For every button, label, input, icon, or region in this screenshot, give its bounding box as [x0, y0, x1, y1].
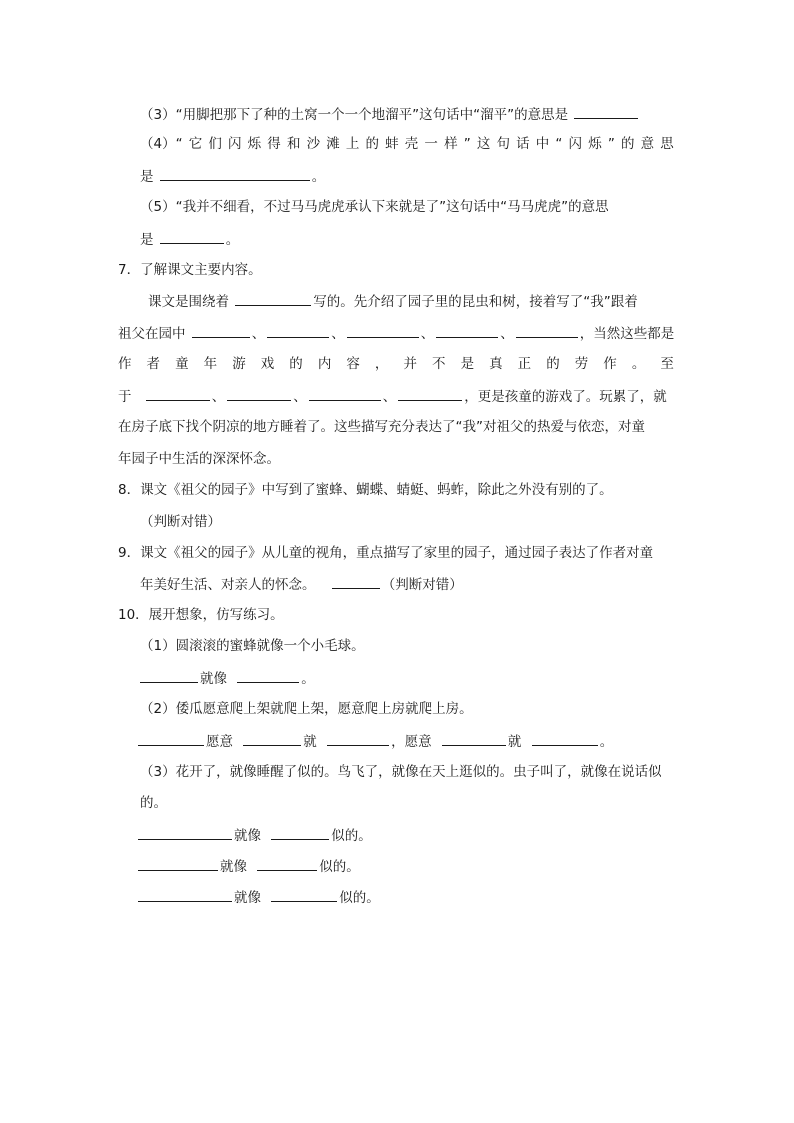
spread-char: 真	[489, 356, 503, 372]
q7-line3	[118, 354, 674, 374]
q10-item1-answer: 就像 。	[140, 668, 315, 689]
q10-title: 10．展开想象，仿写练习。	[118, 607, 284, 623]
answer-blank[interactable]	[436, 323, 498, 338]
spread-char: 的	[546, 356, 560, 372]
spread-char: “	[555, 136, 563, 152]
spread-char: 的	[289, 356, 303, 372]
spread-char: 容	[346, 356, 360, 372]
answer-blank[interactable]	[332, 574, 380, 589]
answer-blank[interactable]	[398, 386, 462, 401]
spread-char: 劳	[574, 356, 589, 372]
spread-char: 戏	[260, 356, 275, 372]
spread-char: 蚌	[385, 136, 399, 152]
q10-item3-answer1: 就像 似的。	[138, 825, 372, 846]
answer-blank[interactable]	[347, 323, 419, 338]
spread-char: 和	[286, 136, 301, 152]
answer-blank[interactable]	[267, 323, 329, 338]
spread-char: ”	[607, 136, 615, 152]
spread-char: 们	[208, 136, 222, 152]
spread-char: 年	[203, 356, 218, 372]
q6-item5-cont: 是 。	[140, 229, 239, 250]
spread-char: 中	[535, 136, 550, 152]
spread-char: 闪	[568, 136, 583, 152]
spread-char: 至	[660, 356, 674, 372]
q7-line5: 在房子底下找个阴凉的地方睡着了。这些描写充分表达了“我”对祖父的热爱与依恋，对童	[118, 419, 645, 435]
spread-char: 这	[476, 136, 491, 152]
spread-char: 上	[345, 136, 360, 152]
spread-char: 句	[496, 136, 510, 152]
q7-title: 7．了解课文主要内容。	[118, 262, 262, 278]
q7-line2: 祖父在园中 、 、 、 、 ，当然这些都是	[118, 323, 674, 344]
answer-blank[interactable]	[271, 825, 329, 840]
spread-char: 它	[188, 136, 203, 152]
answer-blank[interactable]	[442, 731, 506, 746]
answer-blank[interactable]	[327, 731, 389, 746]
answer-blank[interactable]	[235, 291, 311, 306]
q10-item3-answer2: 就像 似的。	[138, 856, 360, 877]
q6-item5: （5）“我并不细看，不过马马虎虎承认下来就是了”这句话中“马马虎虎”的意思	[140, 199, 609, 215]
spread-char: 得	[267, 136, 281, 152]
spread-char: 的	[620, 136, 635, 152]
spread-char: 闪	[228, 136, 242, 152]
spread-char: ”	[463, 136, 471, 152]
spread-char: 的	[365, 136, 379, 152]
answer-blank[interactable]	[138, 856, 218, 871]
spread-char: 。	[631, 356, 646, 372]
answer-blank[interactable]	[516, 323, 578, 338]
answer-blank[interactable]	[138, 825, 232, 840]
spread-char: 游	[232, 356, 246, 372]
answer-blank[interactable]	[227, 386, 291, 401]
spread-char: 不	[432, 356, 446, 372]
answer-blank[interactable]	[257, 856, 317, 871]
q7-line1: 课文是围绕着 写的。先介绍了园子里的昆虫和树，接着写了“我”跟着	[148, 291, 638, 312]
answer-blank[interactable]	[237, 668, 299, 683]
answer-blank[interactable]	[140, 668, 198, 683]
spread-char: 一	[424, 136, 438, 152]
spread-char: 沙	[306, 136, 321, 152]
q9-line1: 9．课文《祖父的园子》从儿童的视角，重点描写了家里的园子，通过园子表达了作者对童	[118, 545, 654, 561]
spread-char: 并	[403, 356, 417, 372]
answer-blank[interactable]	[309, 386, 381, 401]
q8-line2: （判断对错）	[140, 514, 221, 530]
spread-char: 烁	[247, 136, 262, 152]
q7-line6: 年园子中生活的深深怀念。	[118, 451, 280, 467]
q10-item3: （3）花开了，就像睡醒了似的。鸟飞了，就像在天上逛似的。虫子叫了，就像在说话似	[140, 764, 662, 780]
answer-blank[interactable]	[243, 731, 301, 746]
answer-blank[interactable]	[532, 731, 598, 746]
spread-char: 烁	[588, 136, 602, 152]
spread-char: 思	[660, 136, 674, 152]
q9-line2: 年美好生活、对亲人的怀念。 （判断对错）	[140, 574, 463, 595]
spread-char: 话	[516, 136, 530, 152]
spread-char: 作	[118, 356, 132, 372]
q6-item3: （3）“用脚把那下了种的土窝一个一个地溜平”这句话中“溜平”的意思是	[140, 104, 640, 125]
spread-char: 内	[317, 356, 332, 372]
spread-char: 者	[146, 356, 161, 372]
spread-char: 意	[640, 136, 655, 152]
spread-char: 作	[603, 356, 617, 372]
answer-blank[interactable]	[192, 323, 250, 338]
answer-blank[interactable]	[574, 104, 638, 119]
q7-line4: 于 、 、 、 ，更是孩童的游戏了。玩累了，就	[118, 386, 667, 407]
q10-item1: （1）圆滚滚的蜜蜂就像一个小毛球。	[140, 638, 365, 654]
answer-blank[interactable]	[160, 166, 310, 181]
answer-blank[interactable]	[138, 887, 232, 902]
spread-char: 是	[460, 356, 475, 372]
answer-blank[interactable]	[146, 386, 210, 401]
q6-item4	[140, 134, 674, 154]
q10-item3-answer3: 就像 似的。	[138, 887, 380, 908]
spread-char: 正	[517, 356, 532, 372]
q10-item2-answer: 愿意 就 ，愿意 就 。	[138, 731, 613, 752]
answer-blank[interactable]	[271, 887, 337, 902]
q10-item2: （2）倭瓜愿意爬上架就爬上架，愿意爬上房就爬上房。	[140, 701, 473, 717]
q10-item3-cont: 的。	[140, 795, 167, 811]
answer-blank[interactable]	[160, 229, 224, 244]
spread-char: ，	[374, 356, 389, 372]
spread-char: 样	[444, 136, 458, 152]
spread-char: 童	[175, 356, 189, 372]
answer-blank[interactable]	[138, 731, 204, 746]
q8-line1: 8．课文《祖父的园子》中写到了蜜蜂、蝴蝶、蜻蜓、蚂蚱，除此之外没有别的了。	[118, 482, 613, 498]
spread-char: 壳	[404, 136, 419, 152]
q6-item4-cont: 是 。	[140, 166, 325, 187]
spread-char: 滩	[326, 136, 340, 152]
spread-char: （4）“	[140, 136, 183, 152]
